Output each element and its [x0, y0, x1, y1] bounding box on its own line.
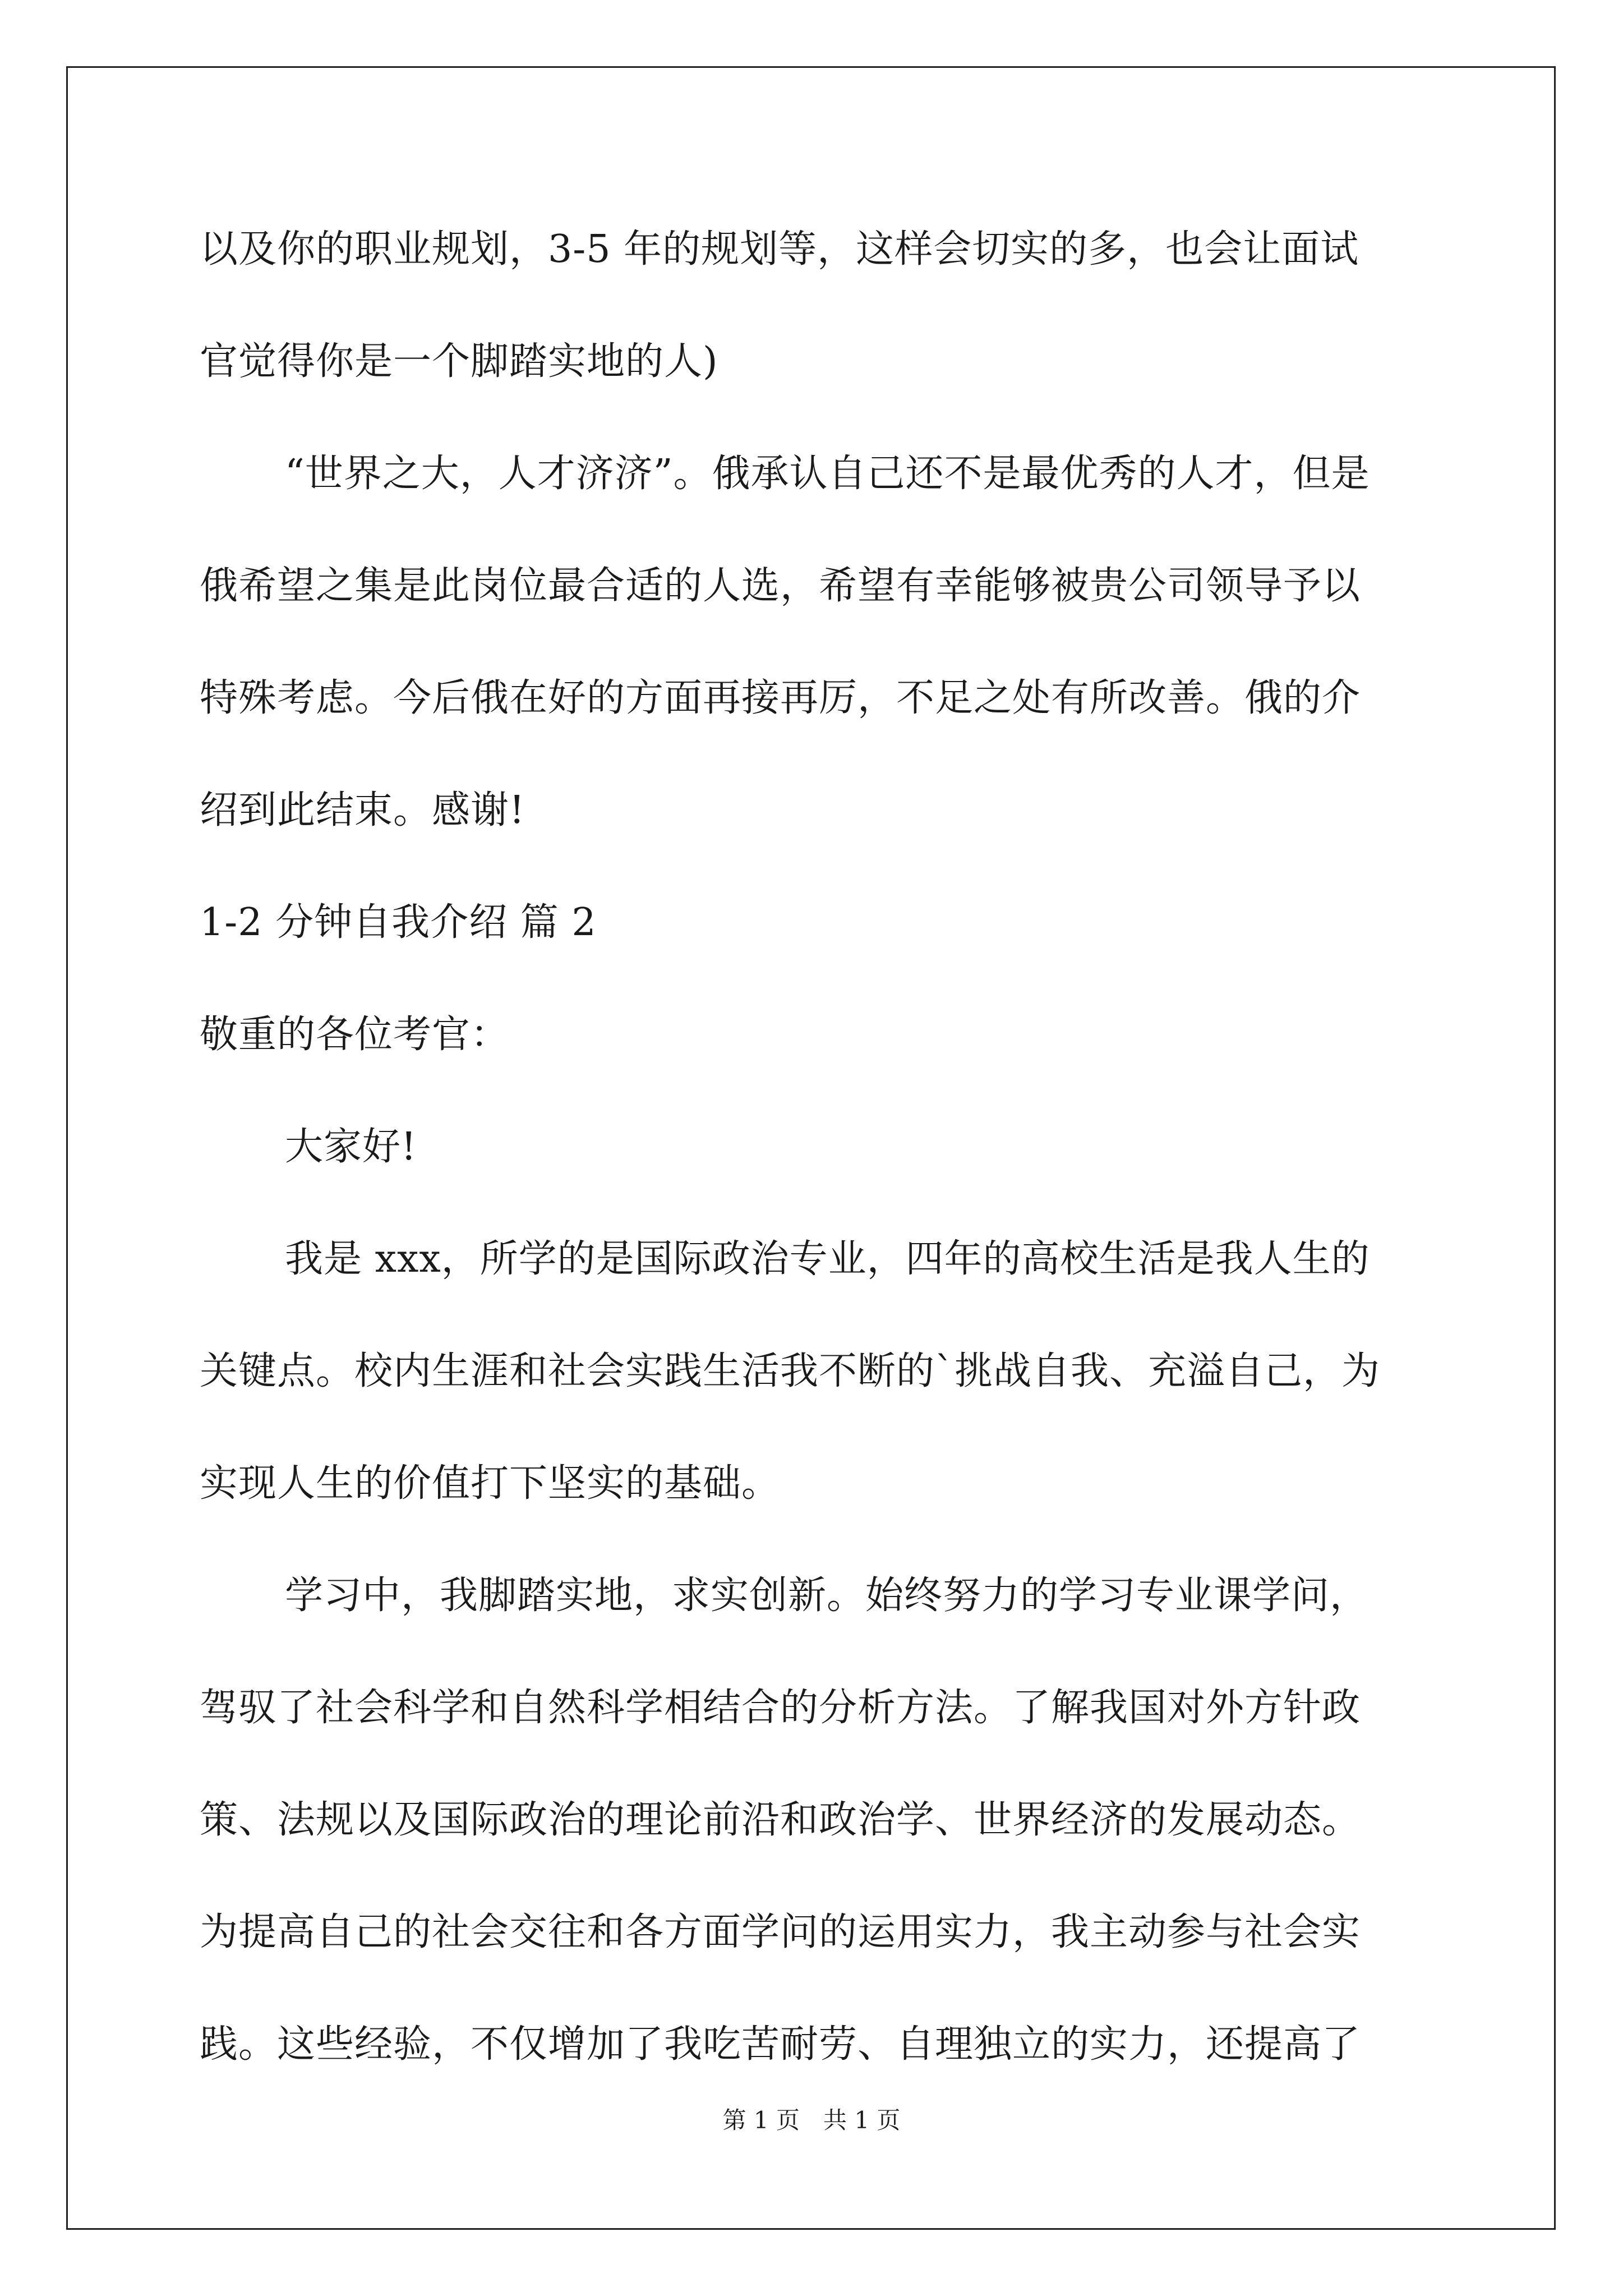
greeting: 大家好! — [285, 1125, 417, 1169]
text-line: 俄希望之集是此岗位最合适的人选，希望有幸能够被贵公司领导予以 — [200, 564, 1361, 608]
text-line: 学习中，我脚踏实地，求实创新。始终努力的学习专业课学问， — [285, 1573, 1369, 1618]
salutation: 敬重的各位考官： — [200, 1013, 510, 1057]
text-line: 关键点。校内生涯和社会实践生活我不断的`挑战自我、充溢自己，为 — [200, 1349, 1381, 1393]
text-line: 我是 xxx，所学的是国际政治专业，四年的高校生活是我人生的 — [285, 1237, 1370, 1281]
text-line: 实现人生的价值打下坚实的基础。 — [200, 1461, 781, 1506]
text-line: 以及你的职业规划，3-5 年的规划等，这样会切实的多，也会让面试 — [200, 227, 1359, 272]
section-heading: 1-2 分钟自我介绍 篇 2 — [200, 900, 597, 945]
text-line: 践。这些经验，不仅增加了我吃苦耐劳、自理独立的实力，还提高了 — [200, 2022, 1361, 2067]
page-total: 共 1 页 — [823, 2106, 901, 2134]
page-footer — [0, 2105, 1623, 2136]
text-line: 为提高自己的社会交往和各方面学问的运用实力，我主动参与社会实 — [200, 1910, 1361, 1954]
text-line: 绍到此结束。感谢! — [200, 788, 525, 832]
text-line: 官觉得你是一个脚踏实地的人) — [200, 339, 718, 384]
text-line: “世界之大，人才济济”。俄承认自己还不是最优秀的人才，但是 — [285, 452, 1370, 496]
text-line: 特殊考虑。今后俄在好的方面再接再厉，不足之处有所改善。俄的介 — [200, 676, 1361, 720]
page-number: 第 1 页 — [722, 2106, 800, 2134]
text-line: 驾驭了社会科学和自然科学相结合的分析方法。了解我国对外方针政 — [200, 1686, 1361, 1730]
text-line: 策、法规以及国际政治的理论前沿和政治学、世界经济的发展动态。 — [200, 1798, 1361, 1842]
